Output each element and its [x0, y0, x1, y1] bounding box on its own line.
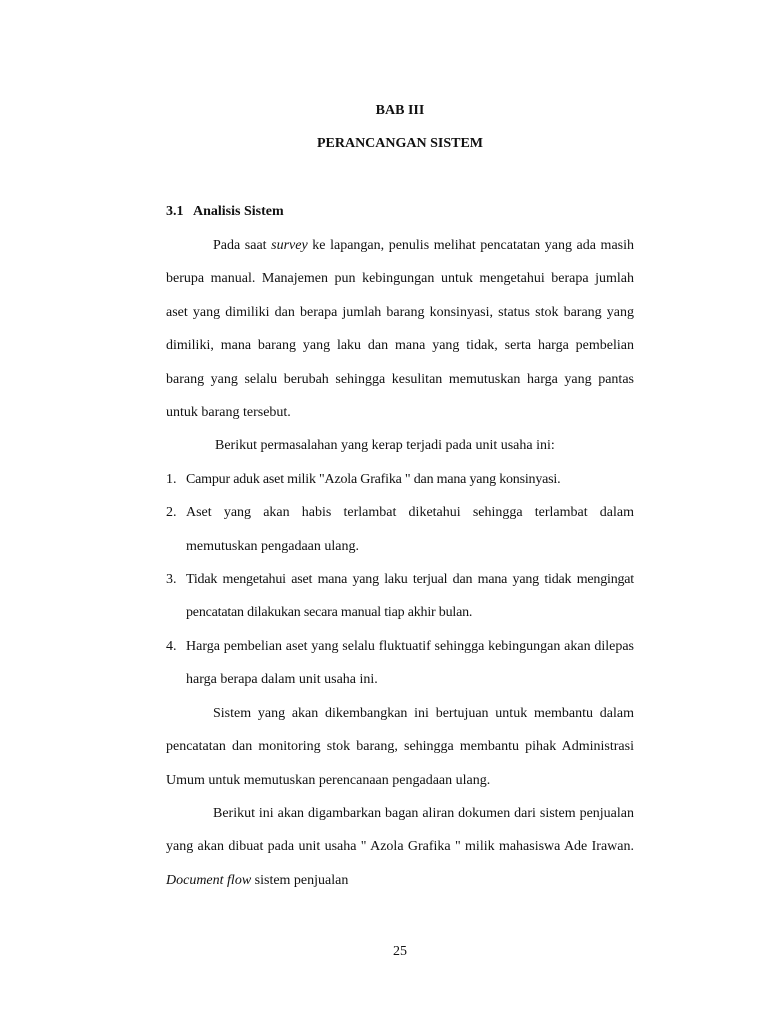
- list-item: [166, 496, 634, 563]
- list-item: [166, 630, 634, 697]
- document-flow-italic: Document flow: [166, 872, 252, 888]
- survey-italic: survey: [271, 238, 308, 253]
- section-title: Analisis Sistem: [193, 204, 284, 219]
- list-marker: 2.: [166, 505, 177, 521]
- issues-list: [166, 463, 634, 697]
- paragraph-survey: [166, 229, 634, 429]
- section-number: 3.1: [166, 204, 184, 219]
- list-item-text: Campur aduk aset milik "Azola Grafika " dan mana yang konsinyasi.: [186, 471, 561, 487]
- chapter-number: BAB III: [375, 103, 425, 118]
- section-body: [166, 229, 634, 897]
- issues-intro: Berikut permasalahan yang kerap terjadi pada unit usaha ini:: [215, 438, 555, 454]
- list-item: [166, 563, 634, 630]
- list-marker: 3.: [166, 572, 177, 588]
- section-heading: [166, 204, 284, 220]
- paragraph-document-flow: [166, 797, 634, 897]
- list-item-text: Aset yang akan habis terlambat diketahui sehingga terlambat dalam memutuskan pengadaan ulang.: [186, 505, 634, 554]
- paragraph-survey-start: Pada saat: [213, 238, 272, 253]
- paragraph-document-flow-end: sistem penjualan: [251, 872, 349, 888]
- paragraph-system-goal: Sistem yang akan dikembangkan ini bertujuan untuk membantu dalam pencatatan dan monitoring stok barang, sehingga membantu pihak Administrasi Umum untuk memutuskan perencanaan pengadaan ulang.: [166, 705, 634, 788]
- list-item-text: Tidak mengetahui aset mana yang laku terjual dan mana yang tidak mengingat pencatatan dilakukan secara manual tiap akhir bulan.: [186, 572, 634, 621]
- paragraph-document-flow-start: Berikut ini akan digambarkan bagan aliran dokumen dari sistem penjualan yang akan dibuat pada unit usaha " Azola Grafika " milik mahasiswa Ade Irawan.: [166, 805, 634, 855]
- list-item-text: Harga pembelian aset yang selalu fluktuatif sehingga kebingungan akan dilepas harga berapa dalam unit usaha ini.: [186, 638, 634, 688]
- list-item: [166, 463, 634, 496]
- page-number: 25: [393, 944, 407, 959]
- paragraph-survey-rest: ke lapangan, penulis melihat pencatatan yang ada masih berupa manual. Manajemen pun kebingungan untuk mengetahui berapa jumlah aset yang dimiliki dan berapa jumlah barang konsinyasi, status stok barang yang dimiliki, mana barang yang laku dan mana yang tidak, serta harga pembelian barang yang selalu berubah sehingga kesulitan memutuskan harga yang pantas untuk barang tersebut.: [166, 238, 634, 421]
- chapter-title: PERANCANGAN SISTEM: [316, 136, 484, 151]
- list-marker: 4.: [166, 638, 177, 654]
- list-marker: 1.: [166, 471, 177, 487]
